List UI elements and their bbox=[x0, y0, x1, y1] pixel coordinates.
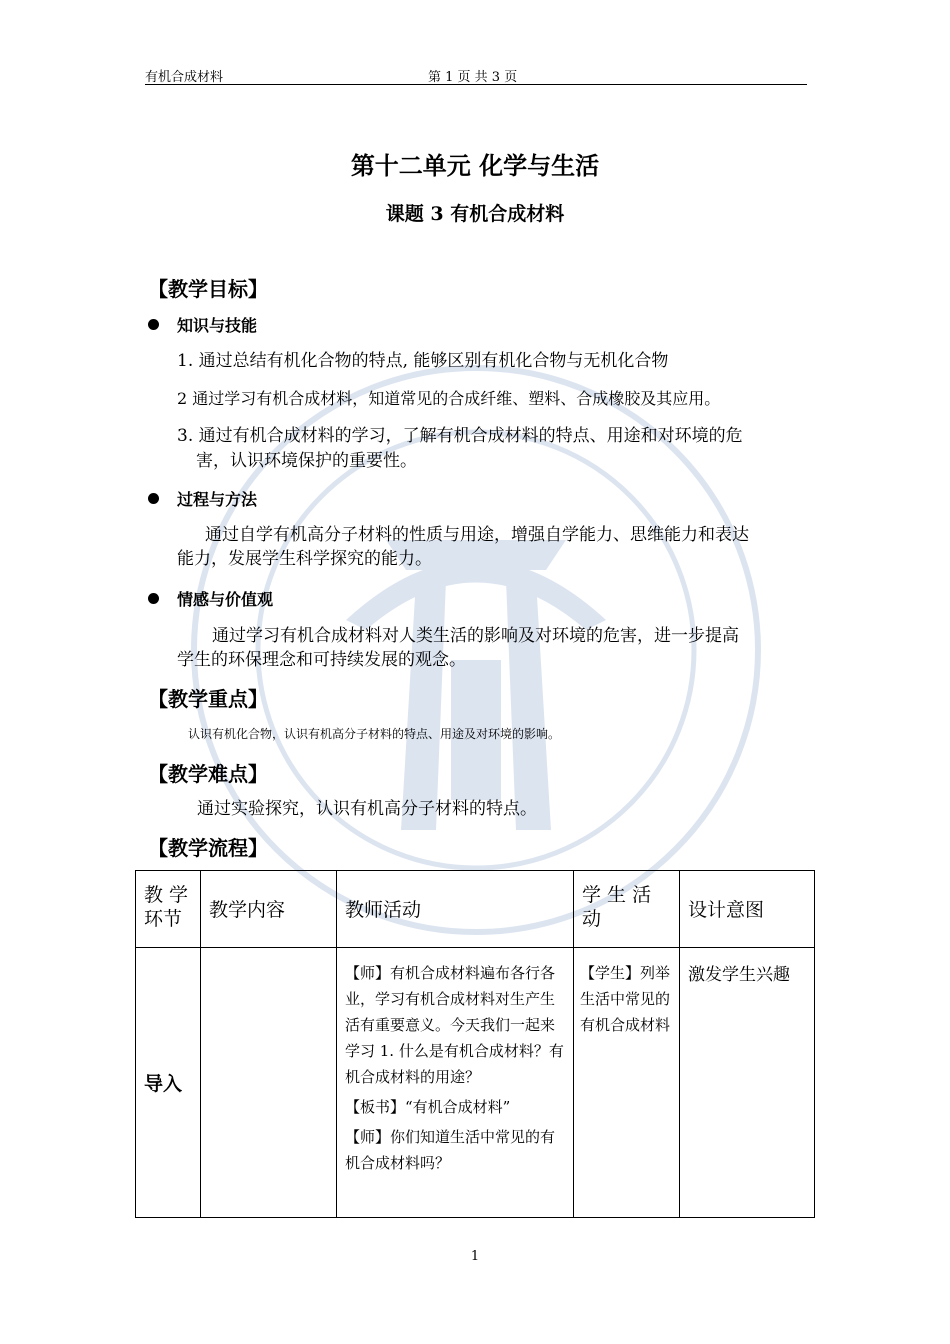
knowledge-item-1: 1. 通过总结有机化合物的特点, 能够区别有机化合物与无机化合物 bbox=[177, 351, 669, 371]
bullet-dot bbox=[148, 593, 159, 604]
bullet-emotion bbox=[148, 587, 273, 610]
emotion-line-1: 通过学习有机合成材料对人类生活的影响及对环境的危害，进一步提高 bbox=[212, 626, 739, 646]
key-points-text: 认识有机化合物，认识有机高分子材料的特点、用途及对环境的影响。 bbox=[188, 727, 561, 741]
header-doc-title: 有机合成材料 bbox=[145, 70, 224, 85]
header-page-indicator: 第 1 页 共 3 页 bbox=[428, 70, 518, 85]
knowledge-item-3: 3. 通过有机合成材料的学习，了解有机合成材料的特点、用途和对环境的危 bbox=[177, 426, 743, 446]
col-header-content: 教学内容 bbox=[201, 871, 337, 948]
teacher-paragraph-2: 【板书】“有机合成材料” bbox=[345, 1098, 511, 1116]
bullet-dot bbox=[148, 493, 159, 504]
process-line-1: 通过自学有机高分子材料的性质与用途，增强自学能力、思维能力和表达 bbox=[205, 525, 749, 545]
stage-cell: 导入 bbox=[136, 948, 201, 1218]
process-label: 过程与方法 bbox=[177, 490, 258, 509]
knowledge-item-3-cont: 害，认识环境保护的重要性。 bbox=[196, 451, 417, 471]
table-row bbox=[136, 948, 815, 1218]
process-line-2: 能力，发展学生科学探究的能力。 bbox=[177, 549, 432, 569]
col-header-stage: 教 学 环节 bbox=[136, 871, 201, 948]
emotion-line-2: 学生的环保理念和可持续发展的观念。 bbox=[177, 650, 466, 670]
page-number: 1 bbox=[470, 1249, 480, 1264]
table-header-row bbox=[136, 871, 815, 948]
teaching-flow-table bbox=[135, 870, 815, 1218]
content-cell bbox=[201, 948, 337, 1218]
teacher-paragraph-1: 【师】有机合成材料遍布各行各业，学习有机合成材料对生产生活有重要意义。今天我们一起来学习 1. 什么是有机合成材料？有机合成材料的用途？ bbox=[345, 964, 564, 1086]
objectives-heading: 【教学目标】 bbox=[148, 277, 268, 301]
page-subtitle: 课题 3 有机合成材料 bbox=[385, 203, 565, 225]
page-title: 第十二单元 化学与生活 bbox=[350, 151, 600, 180]
col-header-intent: 设计意图 bbox=[680, 871, 815, 948]
bullet-dot bbox=[148, 319, 159, 330]
col-header-student: 学 生 活 动 bbox=[574, 871, 680, 948]
intent-cell: 激发学生兴趣 bbox=[680, 948, 815, 1218]
teacher-cell bbox=[337, 948, 574, 1218]
knowledge-label: 知识与技能 bbox=[177, 316, 258, 335]
difficulties-text: 通过实验探究，认识有机高分子材料的特点。 bbox=[197, 799, 537, 819]
col-header-teacher: 教师活动 bbox=[337, 871, 574, 948]
flow-heading: 【教学流程】 bbox=[148, 836, 268, 860]
key-points-heading: 【教学重点】 bbox=[148, 687, 268, 711]
bullet-process bbox=[148, 487, 257, 510]
teacher-paragraph-3: 【师】你们知道生活中常见的有机合成材料吗？ bbox=[345, 1128, 556, 1172]
header-rule bbox=[145, 84, 807, 85]
knowledge-item-2: 2 通过学习有机合成材料，知道常见的合成纤维、塑料、合成橡胶及其应用。 bbox=[177, 389, 721, 408]
student-cell: 【学生】列举生活中常见的有机合成材料 bbox=[574, 948, 680, 1218]
difficulties-heading: 【教学难点】 bbox=[148, 762, 268, 786]
bullet-knowledge bbox=[148, 313, 257, 336]
emotion-label: 情感与价值观 bbox=[177, 590, 274, 609]
